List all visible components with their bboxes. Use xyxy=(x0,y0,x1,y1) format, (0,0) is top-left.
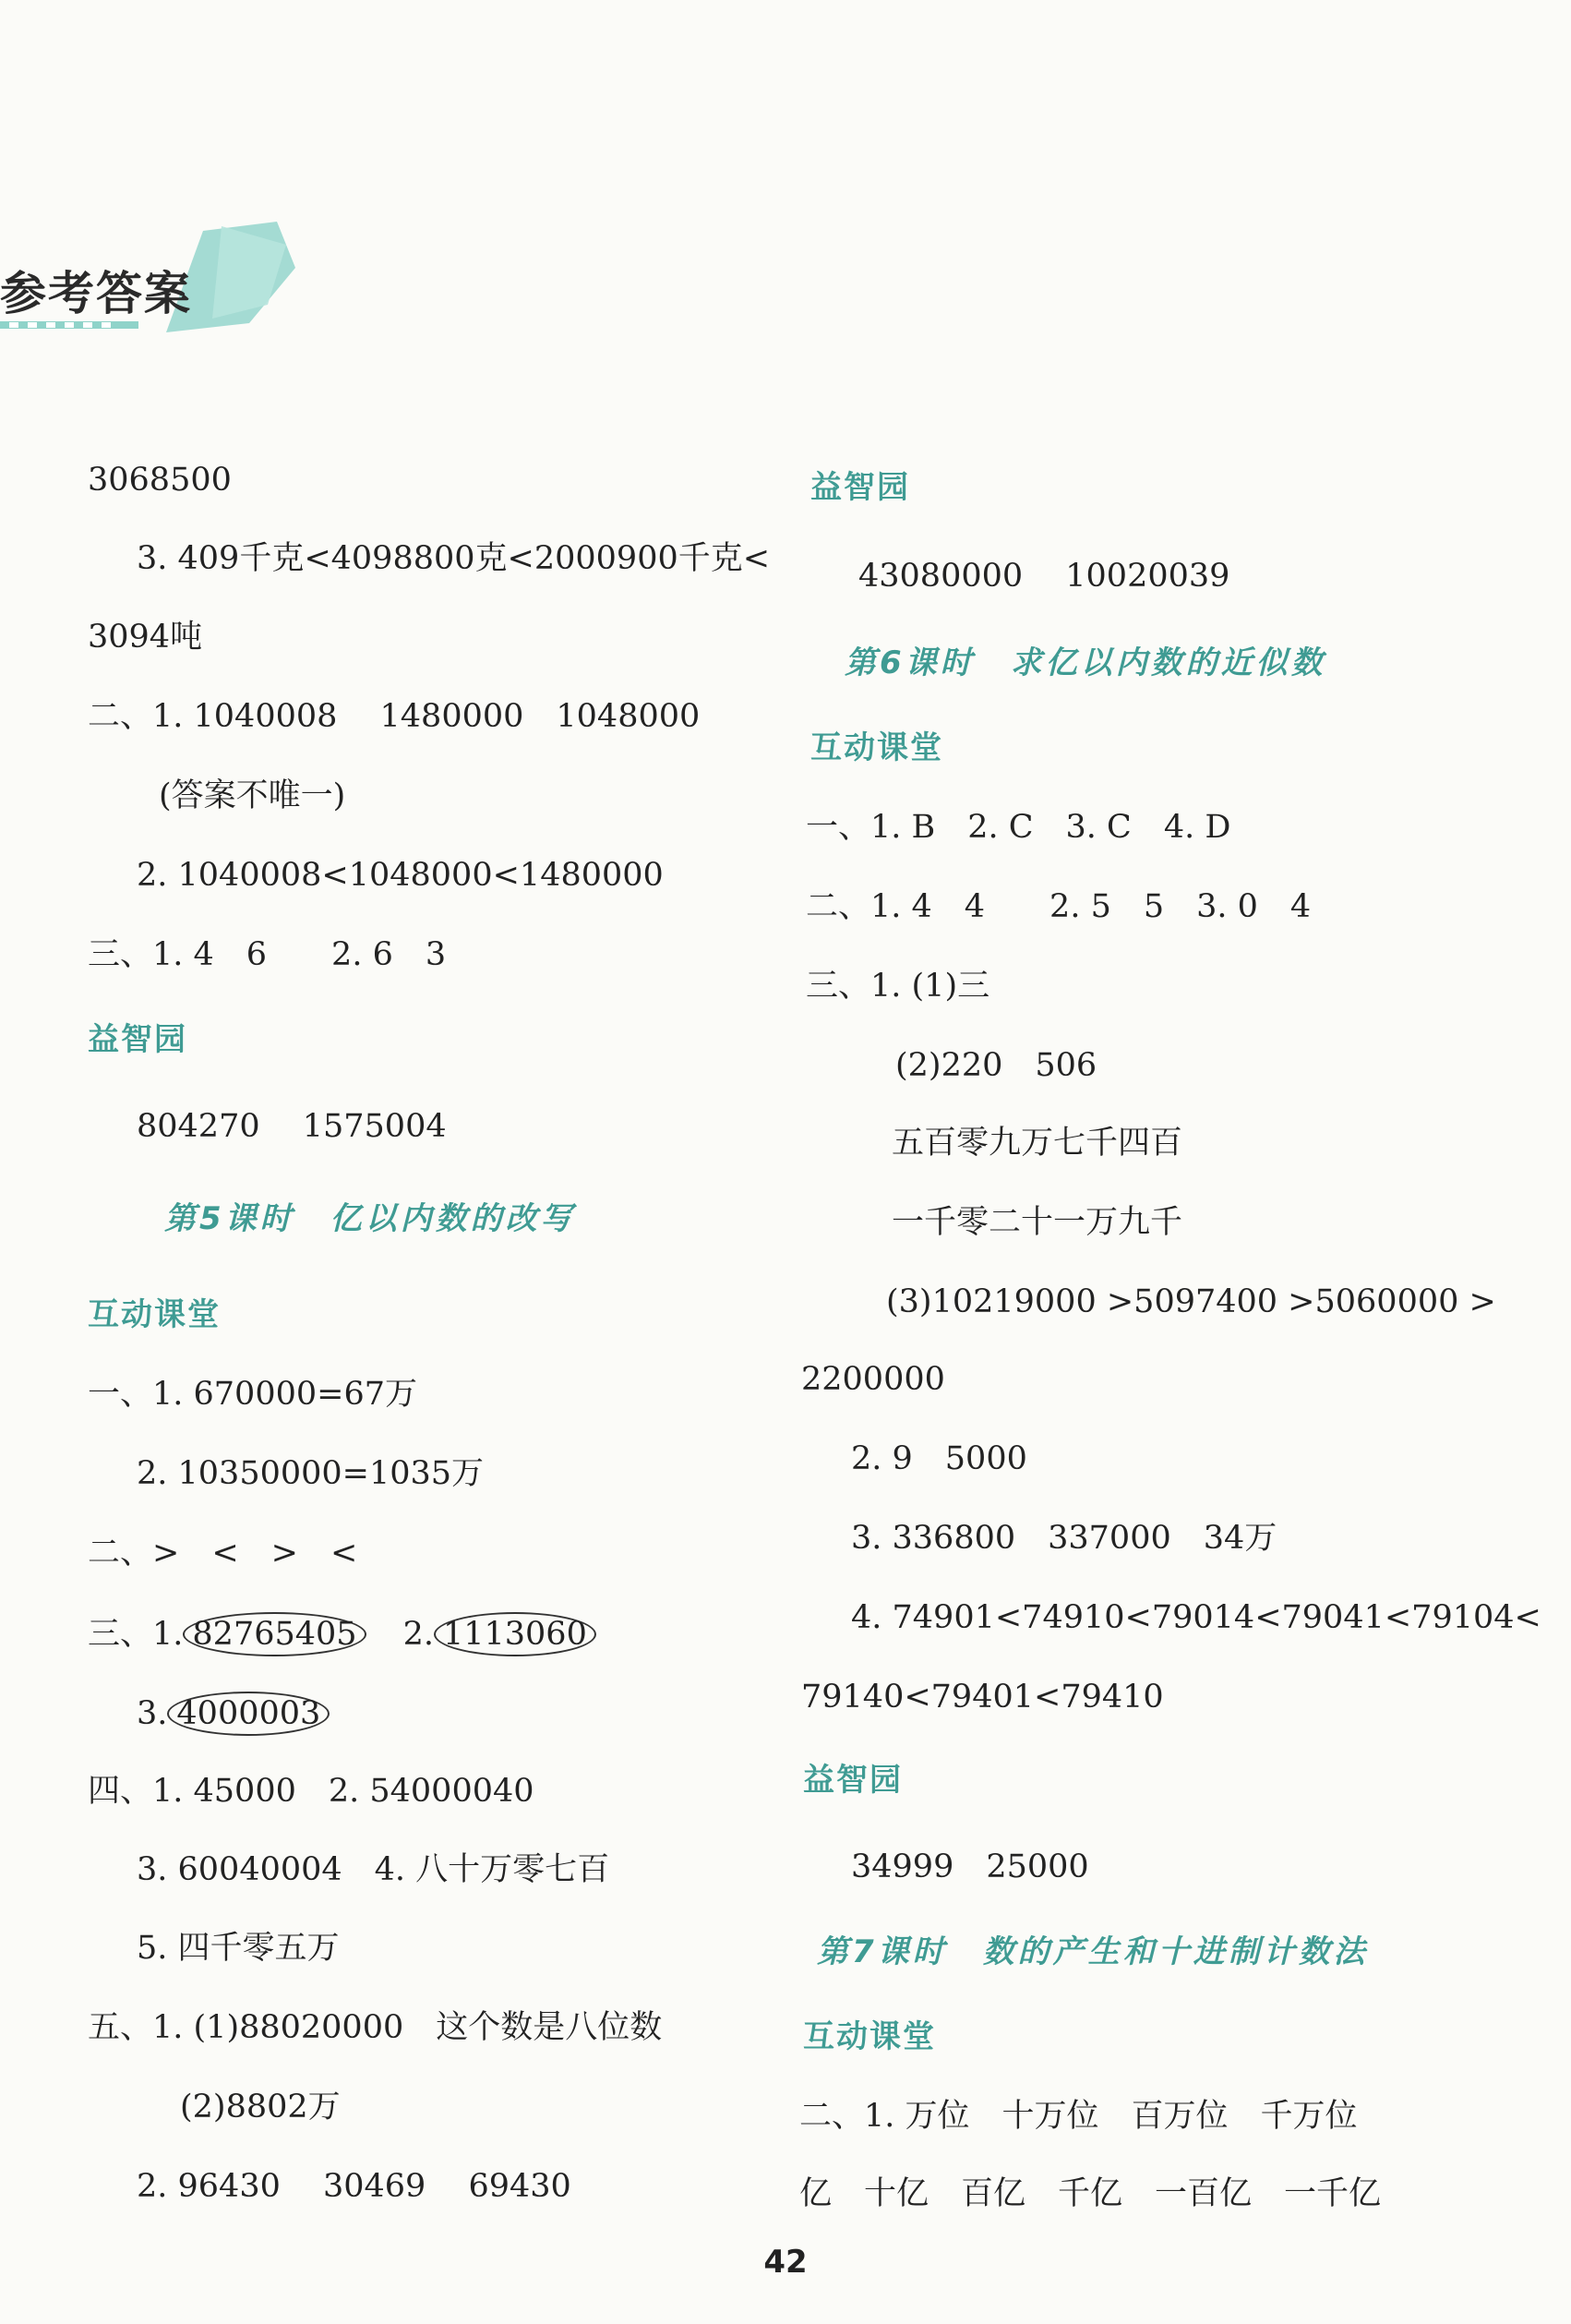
section-heading: 益智园 xyxy=(810,469,910,506)
answer-line: (2)220 506 xyxy=(895,1047,1097,1084)
answer-line: 一千零二十一万九千 xyxy=(892,1204,1183,1241)
page-number: 42 xyxy=(763,2244,808,2281)
circled-answer: 82765405 xyxy=(183,1612,366,1656)
answer-line: 二、1. 4 4 2. 5 5 3. 0 4 xyxy=(806,888,1312,925)
section-heading: 益智园 xyxy=(88,1021,187,1058)
answer-line: 三、1. 4 6 2. 6 3 xyxy=(88,936,447,973)
answer-line: 79140<79401<79410 xyxy=(801,1679,1164,1716)
circled-answer: 1113060 xyxy=(434,1612,596,1656)
answer-line: 3. 409千克<4098800克<2000900千克< xyxy=(137,540,771,577)
answer-line: 四、1. 45000 2. 54000040 xyxy=(88,1773,534,1810)
answer-label: 三、1. xyxy=(88,1616,184,1653)
answer-line: 二、1. 万位 十万位 百万位 千万位 xyxy=(799,2098,1358,2135)
lesson-heading: 第7课时 数的产生和十进制计数法 xyxy=(817,1933,1369,1970)
answer-line: 2200000 xyxy=(801,1361,945,1398)
answer-line: 804270 1575004 xyxy=(137,1108,447,1145)
lesson-heading: 第6课时 求亿以内数的近似数 xyxy=(845,644,1326,681)
section-heading: 互动课堂 xyxy=(803,2018,936,2055)
answer-line: (2)8802万 xyxy=(180,2089,341,2125)
answer-line: 3. 60040004 4. 八十万零七百 xyxy=(137,1851,610,1888)
answer-line: 3094吨 xyxy=(88,619,203,656)
circled-answer: 4000003 xyxy=(167,1692,330,1736)
answer-line: 一、1. 670000=67万 xyxy=(88,1376,417,1413)
answer-line: (答案不唯一) xyxy=(159,777,346,814)
answer-line xyxy=(88,1612,596,1656)
page-title: 参考答案 xyxy=(0,266,192,320)
section-heading: 益智园 xyxy=(803,1762,903,1799)
answer-line xyxy=(137,1692,330,1736)
answer-line: 5. 四千零五万 xyxy=(137,1930,340,1967)
answer-line: 五、1. (1)88020000 这个数是八位数 xyxy=(88,2009,663,2046)
answer-line: 五百零九万七千四百 xyxy=(892,1125,1183,1162)
answer-line: (3)10219000 >5097400 >5060000 > xyxy=(886,1283,1496,1320)
answer-line: 一、1. B 2. C 3. C 4. D xyxy=(806,809,1231,846)
section-heading: 互动课堂 xyxy=(810,729,943,766)
answer-line: 2. 96430 30469 69430 xyxy=(137,2168,571,2205)
answer-line: 34999 25000 xyxy=(851,1848,1089,1885)
answer-line: 2. 10350000=1035万 xyxy=(137,1455,485,1492)
answer-line: 2. 9 5000 xyxy=(851,1440,1027,1477)
answer-line: 3. 336800 337000 34万 xyxy=(851,1520,1277,1557)
answer-line: 二、> < > < xyxy=(88,1535,358,1571)
section-heading: 互动课堂 xyxy=(88,1296,221,1333)
lesson-heading: 第5课时 亿以内数的改写 xyxy=(164,1200,576,1237)
answer-label: 2. xyxy=(402,1616,434,1653)
answer-line: 三、1. (1)三 xyxy=(806,968,990,1005)
answer-line: 3068500 xyxy=(88,462,232,499)
answer-line: 43080000 10020039 xyxy=(858,558,1230,595)
answer-header xyxy=(0,212,314,351)
answer-line: 二、1. 1040008 1480000 1048000 xyxy=(88,698,701,735)
answer-line: 2. 1040008<1048000<1480000 xyxy=(137,857,664,894)
answer-line: 4. 74901<74910<79014<79041<79104< xyxy=(851,1599,1541,1636)
answer-label: 3. xyxy=(137,1695,168,1732)
answer-line: 亿 十亿 百亿 千亿 一百亿 一千亿 xyxy=(799,2175,1382,2212)
